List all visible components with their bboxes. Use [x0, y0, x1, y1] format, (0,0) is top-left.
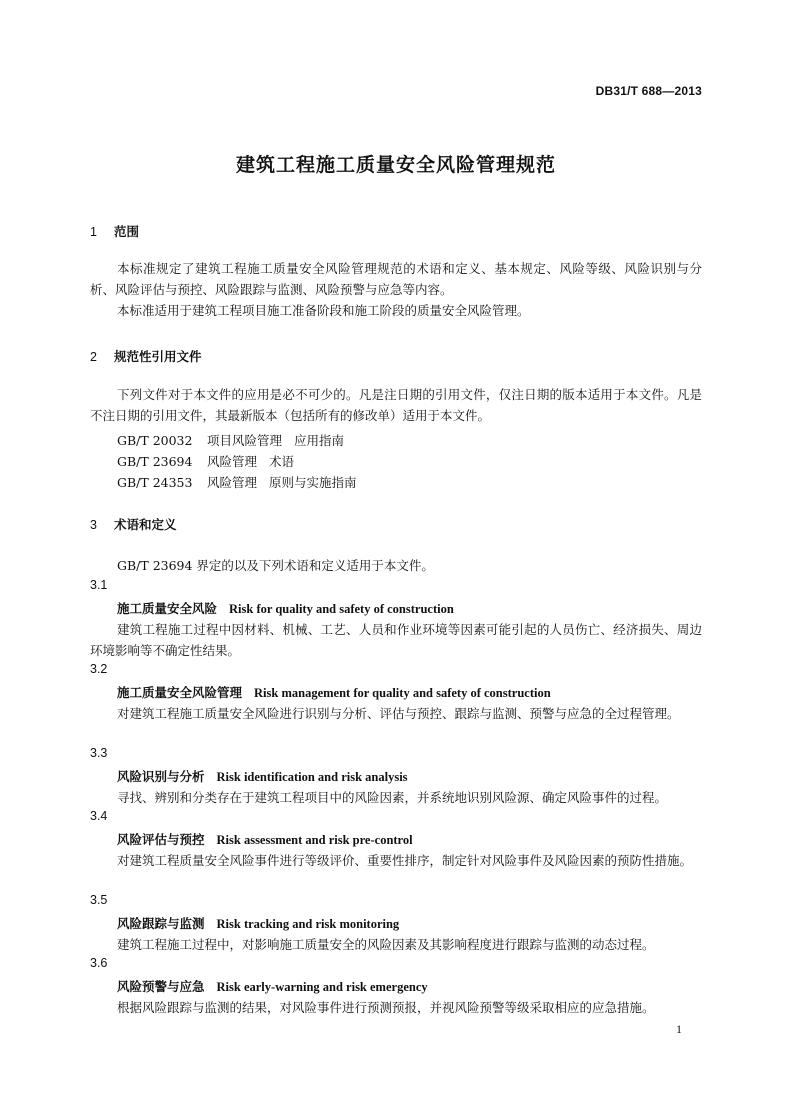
term-english: Risk identification and risk analysis [216, 770, 408, 784]
term-definition: 建筑工程施工过程中，对影响施工质量安全的风险因素及其影响程度进行跟踪与监测的动态过程。 [117, 937, 655, 952]
reference-title-b: 术语 [269, 454, 295, 469]
section-1-paragraph-1: 本标准规定了建筑工程施工质量安全风险管理规范的术语和定义、基本规定、风险等级、风险识别与分析、风险评估与预控、风险跟踪与监测、风险预警与应急等内容。 [90, 261, 702, 297]
term-number: 3.5 [90, 893, 108, 907]
term-number: 3.6 [90, 956, 108, 970]
reference-title-b: 原则与实施指南 [269, 475, 357, 490]
section-1-paragraph-2: 本标准适用于建筑工程项目施工准备阶段和施工阶段的质量安全风险管理。 [117, 303, 530, 318]
section-3-intro: GB/T 23694 界定的以及下列术语和定义适用于本文件。 [117, 558, 434, 573]
reference-code: GB/T 24353 [117, 475, 193, 490]
term-heading [117, 830, 413, 848]
section-number: 3 [90, 518, 97, 532]
term-definition: 建筑工程施工过程中因材料、机械、工艺、人员和作业环境等因素可能引起的人员伤亡、经济损失、周边环境影响等不确定性结果。 [90, 622, 702, 658]
term-definition: 寻找、辨别和分类存在于建筑工程项目中的风险因素，并系统地识别风险源、确定风险事件的过程。 [117, 790, 668, 805]
term-number: 3.2 [90, 662, 108, 676]
term-chinese: 风险跟踪与监测 [117, 916, 205, 931]
term-english: Risk early-warning and risk emergency [216, 980, 428, 994]
section-title: 规范性引用文件 [114, 349, 202, 364]
section-title: 术语和定义 [114, 517, 177, 532]
term-chinese: 风险评估与预控 [117, 832, 205, 847]
term-chinese: 风险预警与应急 [117, 979, 205, 994]
section-number: 1 [90, 225, 97, 239]
section-number: 2 [90, 350, 97, 364]
term-chinese: 施工质量安全风险管理 [117, 685, 243, 700]
term-number: 3.1 [90, 578, 108, 592]
term-definition: 对建筑工程质量安全风险事件进行等级评价、重要性排序，制定针对风险事件及风险因素的预防性措施。 [117, 853, 693, 868]
term-english: Risk assessment and risk pre-control [216, 833, 413, 847]
term-heading [117, 977, 428, 995]
section-2-paragraph-1: 下列文件对于本文件的应用是必不可少的。凡是注日期的引用文件，仅注日期的版本适用于本文件。凡是不注日期的引用文件，其最新版本（包括所有的修改单）适用于本文件。 [90, 387, 702, 423]
reference-title-b: 应用指南 [294, 433, 345, 448]
term-chinese: 施工质量安全风险 [117, 601, 218, 616]
reference-item [117, 452, 294, 470]
section-1-heading [90, 222, 139, 240]
reference-item [117, 431, 344, 449]
standard-code: DB31/T 688—2013 [595, 84, 702, 98]
term-heading [117, 683, 551, 701]
reference-title-a: 项目风险管理 [207, 433, 283, 448]
term-heading [117, 599, 454, 617]
term-definition: 对建筑工程施工质量安全风险进行识别与分析、评估与预控、跟踪与监测、预警与应急的全过程管理。 [117, 706, 680, 721]
reference-item [117, 473, 357, 491]
term-number: 3.4 [90, 809, 108, 823]
term-english: Risk management for quality and safety of construction [254, 686, 551, 700]
reference-title-a: 风险管理 [207, 454, 258, 469]
term-chinese: 风险识别与分析 [117, 769, 205, 784]
section-2-heading [90, 347, 202, 365]
page-number: 1 [676, 1022, 682, 1036]
term-english: Risk tracking and risk monitoring [216, 917, 400, 931]
section-3-heading [90, 515, 177, 533]
reference-title-a: 风险管理 [207, 475, 258, 490]
page-title: 建筑工程施工质量安全风险管理规范 [235, 154, 556, 176]
term-english: Risk for quality and safety of construction [229, 602, 454, 616]
term-number: 3.3 [90, 746, 108, 760]
term-definition: 根据风险跟踪与监测的结果，对风险事件进行预测预报，并视风险预警等级采取相应的应急措施。 [117, 1000, 655, 1015]
term-heading [117, 914, 399, 932]
reference-code: GB/T 20032 [117, 433, 193, 448]
term-heading [117, 767, 408, 785]
section-title: 范围 [114, 224, 140, 239]
reference-code: GB/T 23694 [117, 454, 193, 469]
